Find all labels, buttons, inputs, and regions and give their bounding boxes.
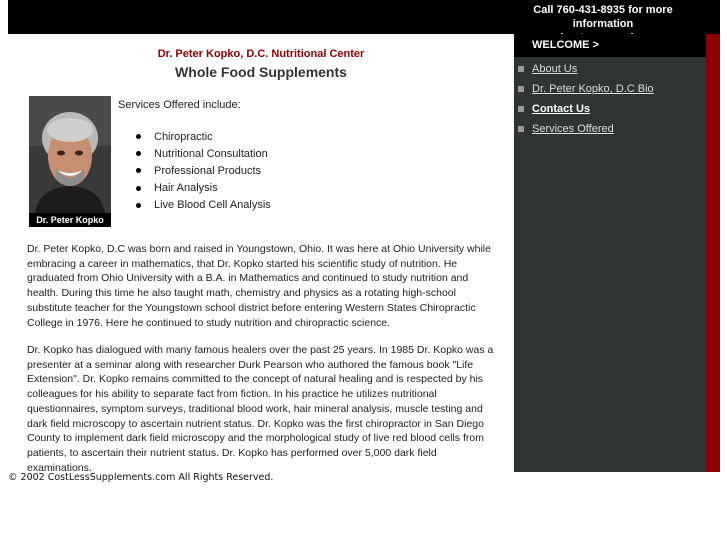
service-label: Chiropractic	[154, 130, 213, 143]
copyright-footer: © 2002 CostLessSupplements.com All Rights Reserved.	[8, 472, 274, 483]
doctor-photo	[29, 96, 111, 213]
sidebar-accent-stripe	[706, 34, 720, 472]
sidebar-item-about-us	[514, 59, 706, 79]
sidebar-nav	[514, 59, 706, 139]
bullet-dot-icon	[136, 134, 141, 139]
bio-link[interactable]: Dr. Peter Kopko, D.C Bio	[532, 83, 654, 95]
photo-caption: Dr. Peter Kopko	[29, 213, 111, 227]
about-us-link[interactable]: About Us	[532, 63, 578, 75]
bio-paragraph-2: Dr. Kopko has dialogued with many famous healers over the past 25 years. In 1985 Dr. Kopko was a presenter at a seminar along with researcher Durk Pearson who authored the famous book "Life Extension". Dr. Kopko remains committed to the concept of natural healing and is respected by his colleagues for his ability to separate fact from fiction. In his practice he utilizes nutritional questionnaires, symptom surveys, traditional blood work, hair mineral analysis, muscle testing and dark field microscopy to ascertain nutrient status. Dr. Kopko was the first chiropractor in San Diego County to implement dark field microscopy and the morphological study of live red blood cells from patients, to ascertain their nutrient status. Dr. Kopko has performed over 5,000 dark field examinations.	[27, 344, 494, 474]
page-subtitle: Dr. Peter Kopko, D.C. Nutritional Center	[157, 48, 365, 60]
sidebar-item-services	[514, 119, 706, 139]
welcome-heading: WELCOME >	[514, 34, 706, 57]
service-label: Live Blood Cell Analysis	[154, 199, 271, 212]
square-bullet-icon	[518, 86, 524, 92]
bullet-dot-icon	[136, 203, 141, 208]
services-intro: Services Offered include:	[118, 99, 241, 111]
square-bullet-icon	[518, 126, 524, 132]
list-item	[136, 180, 271, 197]
bullet-dot-icon	[136, 151, 141, 156]
list-item	[136, 145, 271, 162]
contact-us-link[interactable]: Contact Us	[532, 103, 591, 115]
services-list	[136, 128, 271, 214]
square-bullet-icon	[518, 66, 524, 72]
sidebar-item-bio	[514, 79, 706, 99]
list-item	[136, 162, 271, 179]
services-offered-link[interactable]: Services Offered	[532, 123, 614, 135]
page-title: Whole Food Supplements	[175, 64, 347, 80]
bio-paragraph-1: Dr. Peter Kopko, D.C was born and raised in Youngstown, Ohio. It was here at Ohio University while embracing a career in mathematics, that Dr. Kopko started his scientific study of nutrition. He graduated from Ohio University with a B.A. in Mathematics and continued to study nutrition and health. During this time he also taught math, chemistry and physics as a rotating high-school substitute teacher for the Youngstown school district before entering Western States Chiropractic College in 1976. Here he continued to study nutrition and chiropractic science.	[27, 243, 491, 329]
service-label: Nutritional Consultation	[154, 147, 268, 160]
bullet-dot-icon	[136, 168, 141, 173]
service-label: Hair Analysis	[154, 182, 218, 195]
list-item	[136, 128, 271, 145]
list-item	[136, 197, 271, 214]
call-line-1: Call 760-431-8935 for more information	[533, 4, 673, 30]
sidebar-item-contact-us	[514, 99, 706, 119]
bullet-dot-icon	[136, 186, 141, 191]
service-label: Professional Products	[154, 164, 261, 177]
square-bullet-icon	[518, 106, 524, 112]
